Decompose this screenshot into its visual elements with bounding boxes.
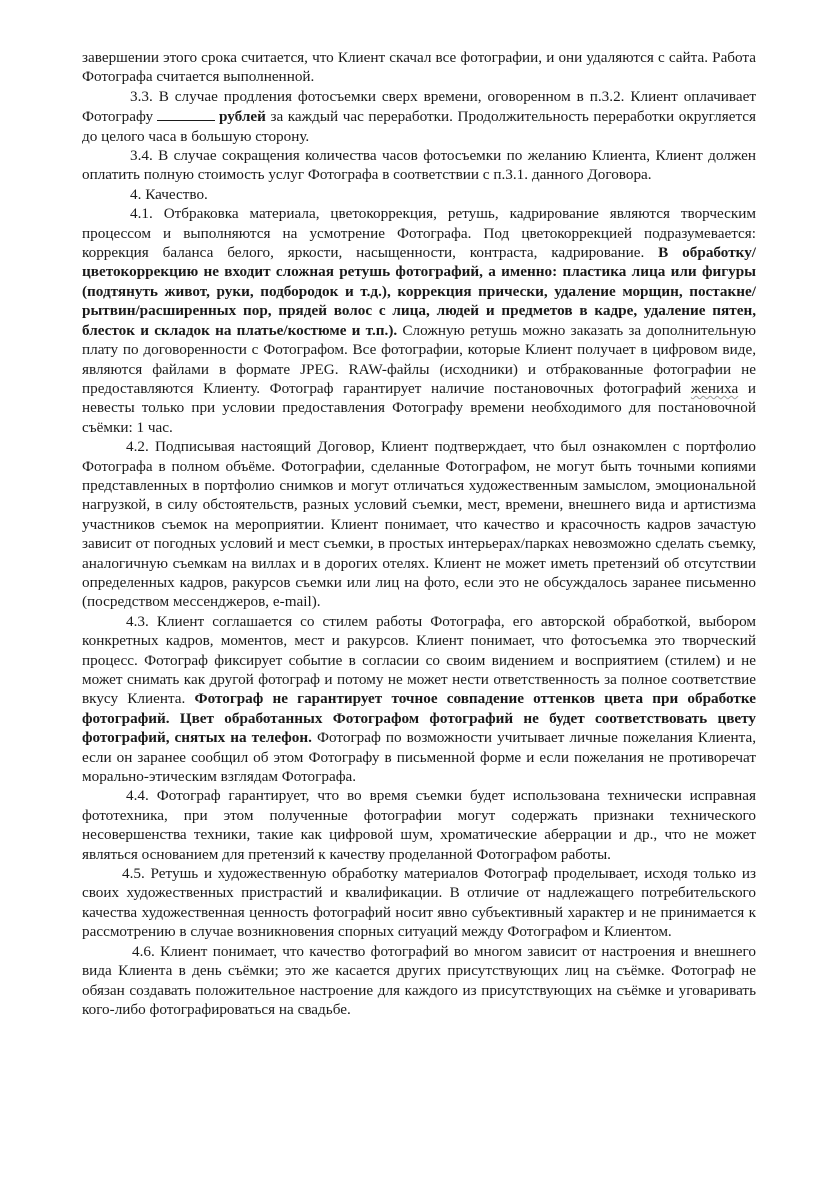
paragraph-4-1 [82, 204, 756, 437]
paragraph-4-3-text-2: Фотограф по возможности учитывает личные пожелания Клиента, если он заранее сообщил об этом Фотографу в письменной форме и если пожелания не противоречат морально-этическим взглядам Фотографа. [82, 729, 757, 786]
paragraph-4-1-text-1: 4.1. Отбраковка материала, цветокоррекция, ретушь, кадрирование являются творческим процессом и выполняются на усмотрение Фотографа. Под цветокоррекцией подразумевается: коррекция баланса белого, яркости, насыщенности, контраста, кадрирование. [82, 205, 756, 262]
paragraph-4-1-text-3: и невесты только при условии предоставления Фотографу времени необходимого для постановочной съёмки: 1 час. [82, 379, 756, 436]
paragraph-4-4: 4.4. Фотограф гарантирует, что во время съемки будет использована технически исправная фототехника, при этом полученные фотографии могут содержать признаки технического несовершенства техники, такие как цифровой шум, хроматические аберрации и др., что не может являться основанием для претензий к качеству проделанной Фотографом работы. [82, 787, 756, 863]
paragraph-4-1-underlined-word: жениха [690, 379, 739, 397]
paragraph-4-1-bold: В обработку/цветокоррекцию не входит сложная ретушь фотографий, а именно: пластика лица или фигуры (подтянуть живот, руки, подбородок и т.д.), коррекция прически, удаление морщин, постакне/рытвин/расширенных пор, прядей волос с лица, людей и предметов в кадре, удаление пятен, блесток и складок на платье/костюме и т.п.). [82, 244, 757, 339]
paragraph-3-3-bold: рублей [219, 108, 266, 126]
paragraph-3-3-text-1: 3.3. В случае продления фотосъемки сверх времени, оговоренном в п.3.2. Клиент оплачивает Фотографу [82, 87, 756, 126]
paragraph-intro: завершении этого срока считается, что Клиент скачал все фотографии, и они удаляются с сайта. Работа Фотографа считается выполненной. [82, 49, 756, 86]
paragraph-3-3-text-2: за каждый час переработки. Продолжительность переработки округляется до целого часа в большую сторону. [82, 108, 756, 145]
paragraph-4-3 [82, 612, 756, 787]
paragraph-4-5: 4.5. Ретушь и художественную обработку материалов Фотограф проделывает, исходя только из своих художественных пристрастий и квалификации. В отличие от надлежащего потребительского качества художественная ценность фотографий носит явно субъективный характер и не принимается к рассмотрению в случае возникновения спорных ситуаций между Фотографом и Клиентом. [82, 865, 756, 941]
paragraph-4-2: 4.2. Подписывая настоящий Договор, Клиент подтверждает, что был ознакомлен с портфолио Фотографа в полном объёме. Фотографии, сделанные Фотографом, не могут быть точными копиями представленных в портфолио снимков и могут отличаться художественным замыслом, эмоциональной нагрузкой, в силу обстоятельств, разных условий съемки, мест, времени, внешнего вида и артистизма участников съемок на мероприятии. Клиент понимает, что качество и красочность кадров зачастую зависит от погодных условий и мест съемки, в простых интерьерах/парках невозможно сделать съемку, аналогичную съемкам на виллах и в дорогих отелях. Клиент не может иметь претензий об отсутствии определенных кадров, ракурсов съемки или лиц на фото, если это не обсуждалось заранее письменно (посредством мессенджеров, e-mail). [82, 438, 756, 611]
paragraph-4-1-text-2: Сложную ретушь можно заказать за дополнительную плату по договоренности с Фотографом. Все фотографии, которые Клиент получает в цифровом виде, являются файлами в формате JPEG. RAW-файлы (исходники) и отбракованные фотографии не предоставляются Клиенту. Фотограф гарантирует наличие постановочных фотографий [82, 321, 756, 397]
paragraph-4-6: 4.6. Клиент понимает, что качество фотографий во многом зависит от настроения и внешнего вида Клиента в день съёмки; это же касается других присутствующих лиц на съёмке. Фотограф не обязан создавать положительное настроение для каждого из присутствующих на съёмке и уговаривать кого-либо фотографироваться на свадьбе. [82, 942, 756, 1018]
paragraph-4-3-bold: Фотограф не гарантирует точное совпадение оттенков цвета при обработке фотографий. Цвет обработанных Фотографом фотографий не будет соответствовать цвету фотографий, снятых на телефон. [82, 690, 756, 747]
document-body [82, 48, 756, 1019]
section-heading-quality: 4. Качество. [130, 185, 208, 203]
amount-blank-line [157, 106, 215, 121]
paragraph-3-4: 3.4. В случае сокращения количества часов фотосъемки по желанию Клиента, Клиент должен оплатить полную стоимость услуг Фотографа в соответствии с п.3.1. данного Договора. [82, 147, 756, 184]
paragraph-4-3-text-1: 4.3. Клиент соглашается со стилем работы Фотографа, его авторской обработкой, выбором конкретных кадров, моментов, мест и ракурсов. Клиент понимает, что фотосъемка это творческий процесс. Фотограф фиксирует событие в согласии со своим видением и восприятием (стилем) и не может снимать как другой фотограф и потому не может нести ответственность за полное соответствие вкусу Клиента. [82, 612, 756, 708]
paragraph-3-3 [82, 87, 756, 146]
